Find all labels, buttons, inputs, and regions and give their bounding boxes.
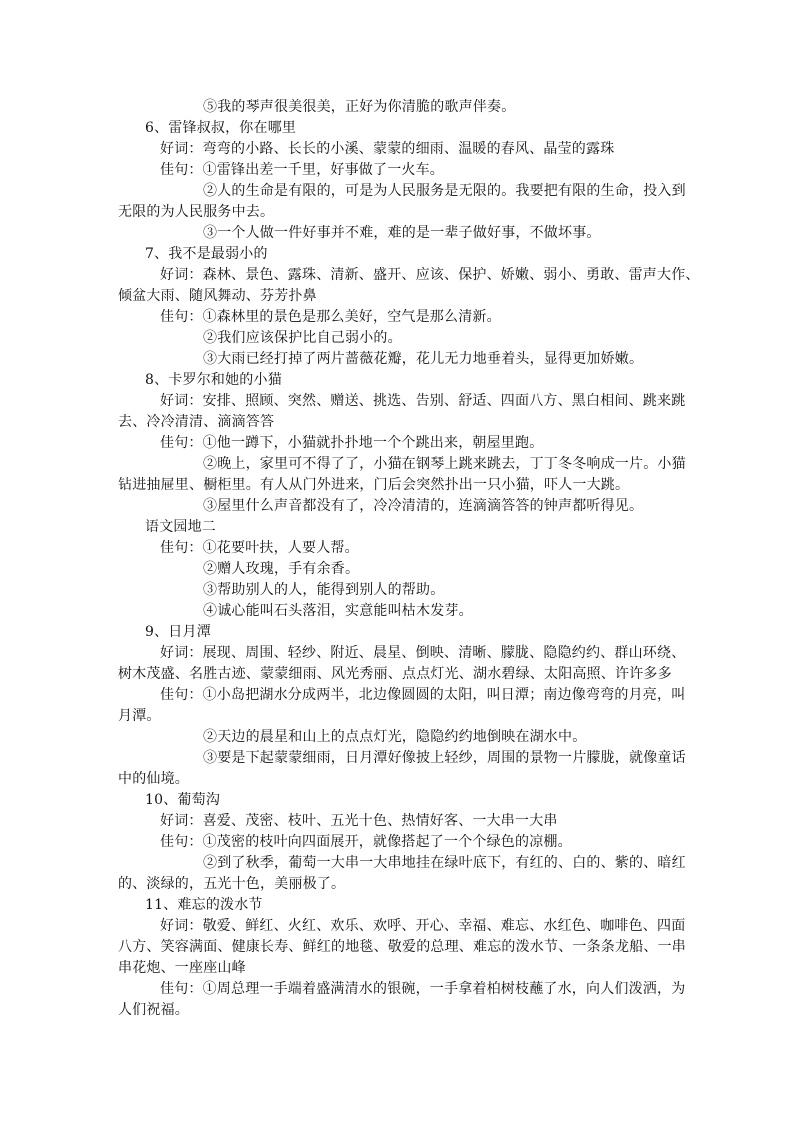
text-line: 去、冷冷清清、滴滴答答	[118, 414, 275, 430]
section-heading: 10、葡萄沟	[145, 792, 221, 808]
text-line: 树木茂盛、名胜古迹、蒙蒙细雨、风光秀丽、点点灯光、湖水碧绿、太阳高照、许许多多	[118, 666, 672, 682]
section-heading: 6、雷锋叔叔，你在哪里	[145, 120, 297, 136]
text-line: 佳句：①小岛把湖水分成两半，北边像圆圆的太阳，叫日潭；南边像弯弯的月亮，叫	[160, 687, 686, 703]
text-line: 佳句：①周总理一手端着盛满清水的银碗，一手拿着柏树枝蘸了水，向人们泼洒，为	[160, 981, 686, 997]
text-line: 的、淡绿的，五光十色，美丽极了。	[118, 876, 346, 892]
text-line: ⑤我的琴声很美很美，正好为你清脆的歌声伴奏。	[203, 99, 516, 115]
text-line: ②到了秋季，葡萄一大串一大串地挂在绿叶底下，有红的、白的、紫的、暗红	[203, 855, 686, 871]
section-heading: 11、难忘的泼水节	[145, 897, 263, 913]
section-heading: 语文园地二	[145, 519, 216, 535]
text-line: 佳句：①他一蹲下，小猫就扑扑地一个个跳出来，朝屋里跑。	[160, 435, 544, 451]
text-line: ②赠人玫瑰，手有余香。	[203, 561, 360, 577]
text-line: 佳句：①花要叶扶，人要人帮。	[160, 540, 359, 556]
text-line: ③帮助别人的人，能得到别人的帮助。	[203, 582, 445, 598]
section-heading: 9、日月潭	[145, 624, 211, 640]
text-line: 好词：喜爱、茂密、枝叶、五光十色、热情好客、一大串一大串	[160, 813, 558, 829]
text-line: ③屋里什么声音都没有了，冷冷清清的，连滴滴答答的钟声都听得见。	[203, 498, 644, 514]
text-line: 佳句：①茂密的枝叶向四面展开，就像搭起了一个个绿色的凉棚。	[160, 834, 572, 850]
text-line: ②晚上，家里可不得了了，小猫在钢琴上跳来跳去，丁丁冬冬响成一片。小猫	[203, 456, 686, 472]
text-line: ②我们应该保护比自己弱小的。	[203, 330, 402, 346]
text-line: 月潭。	[118, 708, 161, 724]
text-line: ③一个人做一件好事并不难，难的是一辈子做好事，不做坏事。	[203, 225, 601, 241]
text-line: 钻进抽屉里、橱柜里。有人从门外进来，门后会突然扑出一只小猫，吓人一大跳。	[118, 477, 630, 493]
text-line: ②人的生命是有限的，可是为人民服务是无限的。我要把有限的生命，投入到	[203, 183, 686, 199]
text-line: 好词：弯弯的小路、长长的小溪、蒙蒙的细雨、温暖的春风、晶莹的露珠	[160, 141, 615, 157]
section-heading: 8、卡罗尔和她的小猫	[145, 372, 282, 388]
text-line: ②天边的晨星和山上的点点灯光，隐隐约约地倒映在湖水中。	[203, 729, 587, 745]
text-line: 中的仙境。	[118, 771, 189, 787]
text-line: ④诚心能叫石头落泪，实意能叫枯木发芽。	[203, 603, 473, 619]
text-line: ③要是下起蒙蒙细雨，日月潭好像披上轻纱，周围的景物一片朦胧，就像童话	[203, 750, 686, 766]
text-line: 好词：展现、周围、轻纱、附近、晨星、倒映、清晰、朦胧、隐隐约约、群山环绕、	[160, 645, 686, 661]
text-line: 串花炮、一座座山峰	[118, 960, 246, 976]
text-line: 好词：森林、景色、露珠、清新、盛开、应该、保护、娇嫩、弱小、勇敢、雷声大作、	[160, 267, 700, 283]
text-line: 好词：敬爱、鲜红、火红、欢乐、欢呼、开心、幸福、难忘、水红色、咖啡色、四面	[160, 918, 686, 934]
text-line: 人们祝福。	[118, 1002, 189, 1018]
text-line: 佳句：①雷锋出差一千里，好事做了一火车。	[160, 162, 444, 178]
text-line: 八方、笑容满面、健康长寿、鲜红的地毯、敬爱的总理、难忘的泼水节、一条条龙船、一串	[118, 939, 686, 955]
text-line: 无限的为人民服务中去。	[118, 204, 275, 220]
text-line: 倾盆大雨、随风舞动、芬芳扑鼻	[118, 288, 317, 304]
text-line: 好词：安排、照顾、突然、赠送、挑选、告别、舒适、四面八方、黑白相间、跳来跳	[160, 393, 686, 409]
text-line: ③大雨已经打掉了两片蔷薇花瓣，花儿无力地垂着头，显得更加娇嫩。	[203, 351, 644, 367]
text-line: 佳句：①森林里的景色是那么美好，空气是那么清新。	[160, 309, 501, 325]
section-heading: 7、我不是最弱小的	[145, 246, 268, 262]
